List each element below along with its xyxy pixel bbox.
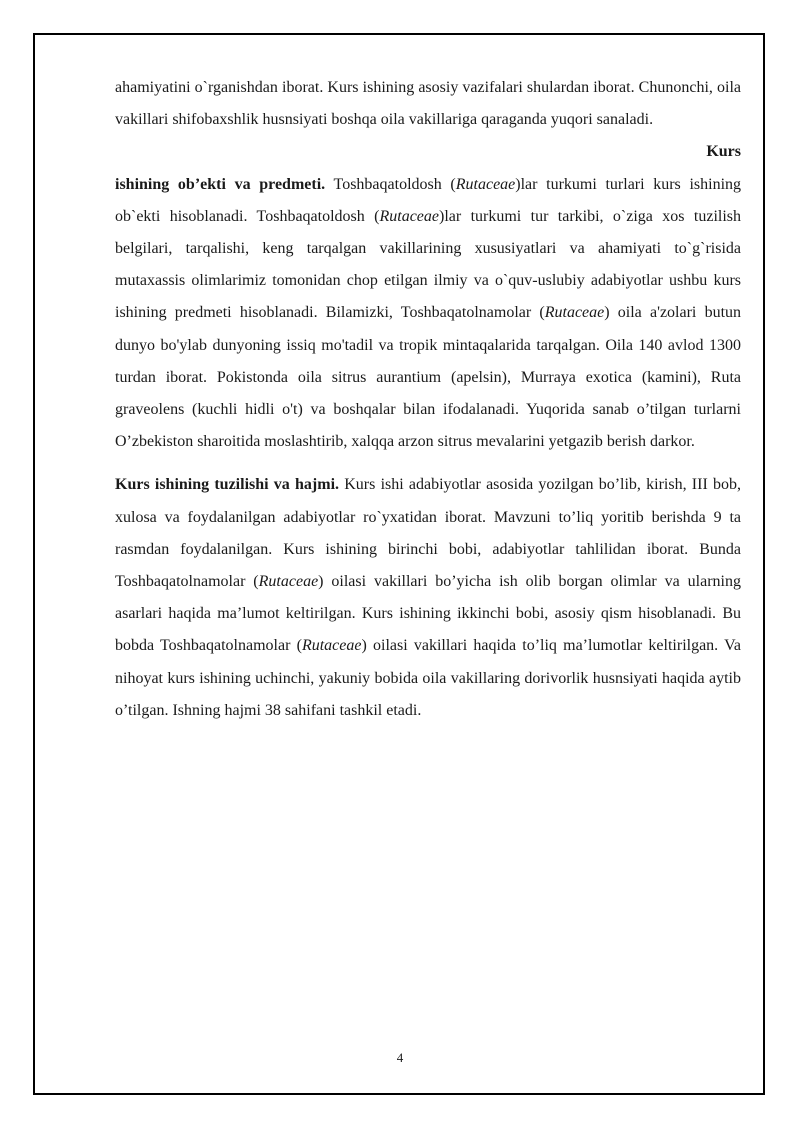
paragraph-text: ) oilasi vakillari haqida to’liq ma’lumotlar keltirilgan. Va nihoyat kurs ishining uchinchi, yakuniy bobida oila vakillaring dorivorlik husnsiyati haqida aytib o’tilgan. Ishning hajmi 38 sahifani tashkil etadi. bbox=[115, 637, 741, 719]
page-number: 4 bbox=[396, 1050, 404, 1065]
section-heading-part: Kurs bbox=[706, 143, 741, 161]
paragraph-structure-and-volume bbox=[115, 469, 741, 727]
latin-family-name: Rutaceae bbox=[455, 175, 516, 193]
document-body bbox=[115, 72, 741, 727]
paragraph-text: )lar turkumi tur tarkibi, o`ziga xos tuzilish belgilari, tarqalishi, keng tarqalgan vakillarining xususiyatlari va ahamiyati to`g`risida mutaxassis olimlarimiz tomonidan chop etilgan ilmiy va o`quv-uslubiy adabiyotlar ushbu kurs ishining predmeti hisoblanadi. Bilamizki, Toshbaqatolnamolar ( bbox=[115, 207, 741, 322]
section-heading: ishining ob’ekti va predmeti. bbox=[115, 175, 326, 193]
latin-family-name: Rutaceae bbox=[258, 573, 319, 591]
latin-family-name: Rutaceae bbox=[544, 304, 605, 322]
latin-family-name: Rutaceae bbox=[379, 207, 439, 225]
paragraph-object-and-subject bbox=[115, 72, 741, 458]
paragraph-text: ) oila a'zolari butun dunyo bo'ylab dunyoning issiq mo'tadil va tropik mintaqalarida tarqalgan. Oila 140 avlod 1300 turdan iborat. Pokistonda oila sitrus aurantium (apelsin), Murraya exotica (kamini), Ruta graveolens (kuchli hidli o't) va boshqalar bilan ifodalanadi. Yuqorida sanab o’tilgan turlarni O’zbekiston sharoitida moslashtirib, xalqqa arzon sitrus mevalarini yetgazib berish darkor. bbox=[115, 304, 742, 451]
paragraph-text: ) oilasi vakillari bo’yicha ish olib borgan olimlar va ularning asarlari haqida ma’lumot keltirilgan. Kurs ishining ikkinchi bobi, asosiy qism hisoblanadi. Bu bobda Toshbaqatolnamolar ( bbox=[115, 573, 741, 655]
paragraph-text: Toshbaqatoldosh ( bbox=[325, 175, 456, 193]
section-heading: Kurs ishining tuzilishi va hajmi. bbox=[115, 476, 340, 494]
paragraph-text: Kurs ishi adabiyotlar asosida yozilgan bo’lib, kirish, III bob, xulosa va foydalanilgan adabiyotlar ro`yxatidan iborat. Mavzuni to’liq yoritib berishda 9 ta rasmdan foydalanilgan. Kurs ishining birinchi bobi, adabiyotlar tahlilidan iborat. Bunda Toshbaqatolnamolar ( bbox=[115, 476, 741, 591]
paragraph-text: ahamiyatini o`rganishdan iborat. Kurs ishining asosiy vazifalari shulardan iborat. Chunonchi, oila vakillari shifobaxshlik husnsiyati boshqa oila vakillariga qaraganda yuqori sanaladi. bbox=[115, 79, 741, 129]
paragraph-text: )lar turkumi turlari kurs ishining ob`ekti hisoblanadi. Toshbaqatoldosh ( bbox=[115, 175, 742, 225]
latin-family-name: Rutaceae bbox=[301, 637, 362, 655]
